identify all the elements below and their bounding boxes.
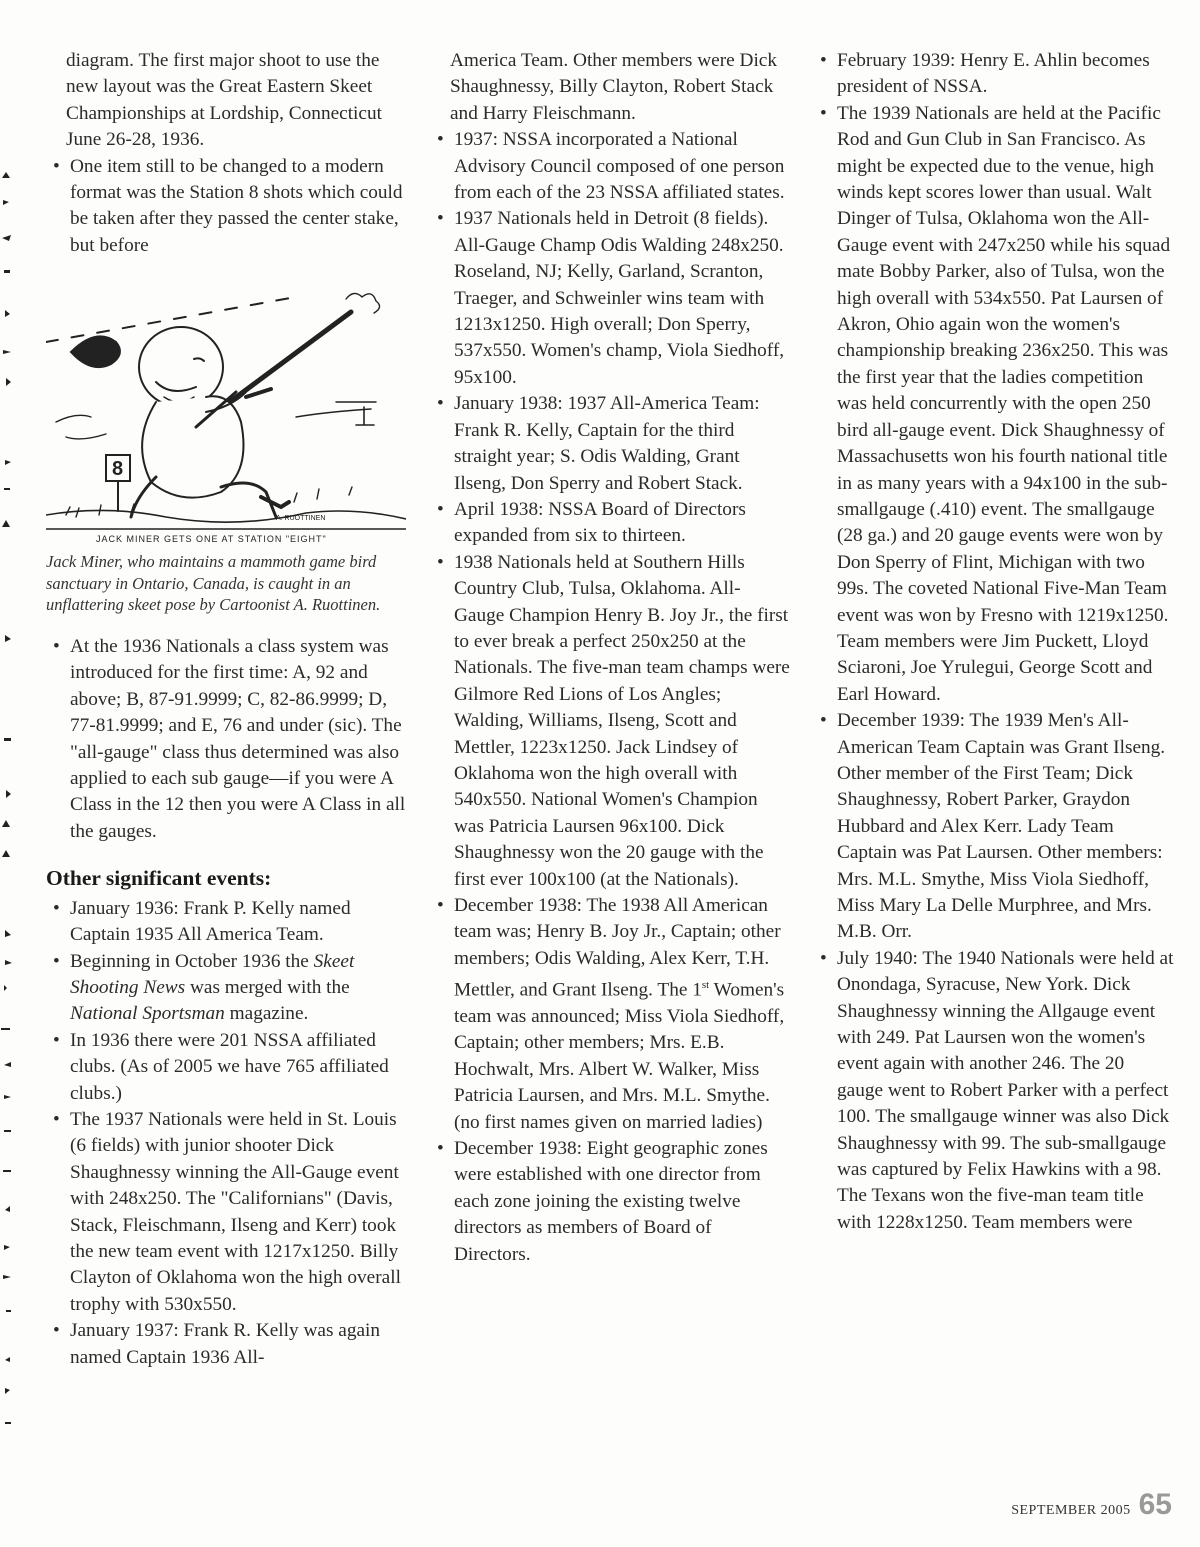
list-item: • December 1938: Eight geographic zones were established with one director from each zone joining the existing twelve directors as members of Board of Directors. <box>430 1136 790 1268</box>
publication-title: National Sportsman <box>70 1003 225 1025</box>
page-footer <box>1011 1488 1172 1528</box>
col2-intro-text: America Team. Other members were Dick Shaughnessy, Billy Clayton, Robert Stack and Harry Fleischmann. <box>450 50 778 124</box>
list-item: • In 1936 there were 201 NSSA affiliated clubs. (As of 2005 we have 765 affiliated clubs.) <box>46 1028 406 1107</box>
list-item: • Beginning in October 1936 the Skeet Shooting News was merged with the National Sportsman magazine. <box>46 949 406 1028</box>
list-item: • One item still to be changed to a modern format was the Station 8 shots which could be taken after they passed the center stake, but before <box>46 154 406 260</box>
list-item: • The 1937 Nationals were held in St. Louis (6 fields) with junior shooter Dick Shaughnessy winning the All-Gauge event with 248x250. The "Californians" (Davis, Stack, Fleischmann, Ilseng and Kerr) took the new team event with 1217x1250. Billy Clayton of Oklahoma won the high overall trophy with 530x550. <box>46 1107 406 1318</box>
list-item: • July 1940: The 1940 Nationals were held at Onondaga, Syracuse, New York. Dick Shaughnessy winning the Allgauge event with 249. Pat Laursen won the women's event again with another 246. The 20 gauge went to Robert Parker with a perfect 100. The smallgauge winner was also Dick Shaughnessy with 99. The sub-smallgauge was captured by Felix Hawkins with a 98. The Texans won the five-man team title with 1228x1250. Team members were <box>813 946 1175 1236</box>
cartoon-lettering: JACK MINER GETS ONE AT STATION "EIGHT" <box>96 534 327 545</box>
list-item: • April 1938: NSSA Board of Directors expanded from six to thirteen. <box>430 497 790 550</box>
list-item: • December 1939: The 1939 Men's All-American Team Captain was Grant Ilseng. Other member of the First Team; Dick Shaughnessy, Robert Parker, Graydon Hubbard and Alex Kerr. Lady Team Captain was Pat Laursen. Other members: Mrs. M.L. Smythe, Miss Viola Siedhoff, Miss Mary La Delle Murphree, and Mrs. M.B. Orr. <box>813 708 1175 946</box>
list-item: • January 1937: Frank R. Kelly was again named Captain 1936 All- <box>46 1318 406 1371</box>
cartoon-station-number: 8 <box>112 458 124 481</box>
cartoon-caption: Jack Miner, who maintains a mammoth game bird sanctuary in Ontario, Canada, is caught in an unflattering skeet pose by Cartoonist A. Ruottinen. <box>46 552 381 615</box>
column-1 <box>46 48 406 1371</box>
column-2 <box>430 48 790 1268</box>
list-item: • 1938 Nationals held at Southern Hills Country Club, Tulsa, Oklahoma. All-Gauge Champion Henry B. Joy Jr., the first to ever break a perfect 250x250 at the Nationals. The five-man team champs were Gilmore Red Lions of Los Angles; Walding, Williams, Ilseng, Scott and Mettler, 1223x1250. Jack Lindsey of Oklahoma won the high overall with 540x550. National Women's Champion was Patricia Laursen 96x100. Dick Shaughnessy won the 20 gauge with the first ever 100x100 (at the Nationals). <box>430 550 790 893</box>
list-item: • The 1939 Nationals are held at the Pacific Rod and Gun Club in San Francisco. As might be expected due to the venue, high winds kept scores lower than usual. Walt Dinger of Tulsa, Oklahoma won the All-Gauge event with 247x250 while his squad mate Bobby Parker, also of Tulsa, won the high overall with 534x550. Pat Laursen of Akron, Ohio again won the women's championship breaking 236x250. This was the first year that the ladies competition was held concurrently with the open 250 bird all-gauge event. Dick Shaughnessy of Massachusetts won his fourth national title in as many years with a 94x100 in the sub-smallgauge (.410) event. The smallgauge (28 ga.) and 20 gauge events were won by Don Sperry of Flint, Michigan with two 99s. The coveted National Five-Man Team event was won by Fresno with 1219x1250. Team members were Jim Puckett, Lloyd Sciaroni, Joe Yrulegui, George Scott and Earl Howard. <box>813 101 1175 708</box>
list-item: • December 1938: The 1938 All American team was; Henry B. Joy Jr., Captain; other members; Odis Walding, Alex Kerr, T.H. Mettler, and Grant Ilseng. The 1st Women's team was announced; Miss Viola Siedhoff, Captain; other members; Mrs. E.B. Hochwalt, Mrs. Albert W. Walker, Miss Patricia Laursen, and Mrs. M.L. Smythe. (no first names given on married ladies) <box>430 893 790 1136</box>
col1-intro-text: diagram. The first major shoot to use the new layout was the Great Eastern Skeet Championships at Lordship, Connecticut June 26-28, 1936. <box>66 50 382 151</box>
cartoon-illustration <box>46 277 406 545</box>
list-item: • January 1936: Frank P. Kelly named Captain 1935 All America Team. <box>46 896 406 949</box>
cartoon-signature: A. RUOTTINEN <box>276 515 326 523</box>
publication-title: Skeet Shooting News <box>70 950 355 998</box>
section-heading: Other significant events: <box>46 866 272 891</box>
list-item: • January 1938: 1937 All-America Team: Frank R. Kelly, Captain for the third straight year; S. Odis Walding, Grant Ilseng, Don Sperry and Robert Stack. <box>430 391 790 497</box>
list-item: • 1937: NSSA incorporated a National Advisory Council composed of one person from each of the 23 NSSA affiliated states. <box>430 127 790 206</box>
list-item: • At the 1936 Nationals a class system was introduced for the first time: A, 92 and above; B, 87-91.9999; C, 82-86.9999; D, 77-81.9999; and E, 76 and under (sic). The "all-gauge" class thus determined was also applied to each sub gauge—if you were A Class in the 12 then you were A Class in all the gauges. <box>46 634 406 845</box>
list-item: • 1937 Nationals held in Detroit (8 fields). All-Gauge Champ Odis Walding 248x250. Roseland, NJ; Kelly, Garland, Scranton, Traeger, and Schweinler wins team with 1213x1250. High overall; Don Sperry, 537x550. Women's champ, Viola Siedhoff, 95x100. <box>430 206 790 391</box>
column-3 <box>813 48 1175 1236</box>
scan-margin-marks <box>0 160 14 1460</box>
issue-date: SEPTEMBER 2005 <box>1011 1503 1131 1518</box>
page-number: 65 <box>1138 1488 1172 1521</box>
list-item: • February 1939: Henry E. Ahlin becomes president of NSSA. <box>813 48 1175 101</box>
